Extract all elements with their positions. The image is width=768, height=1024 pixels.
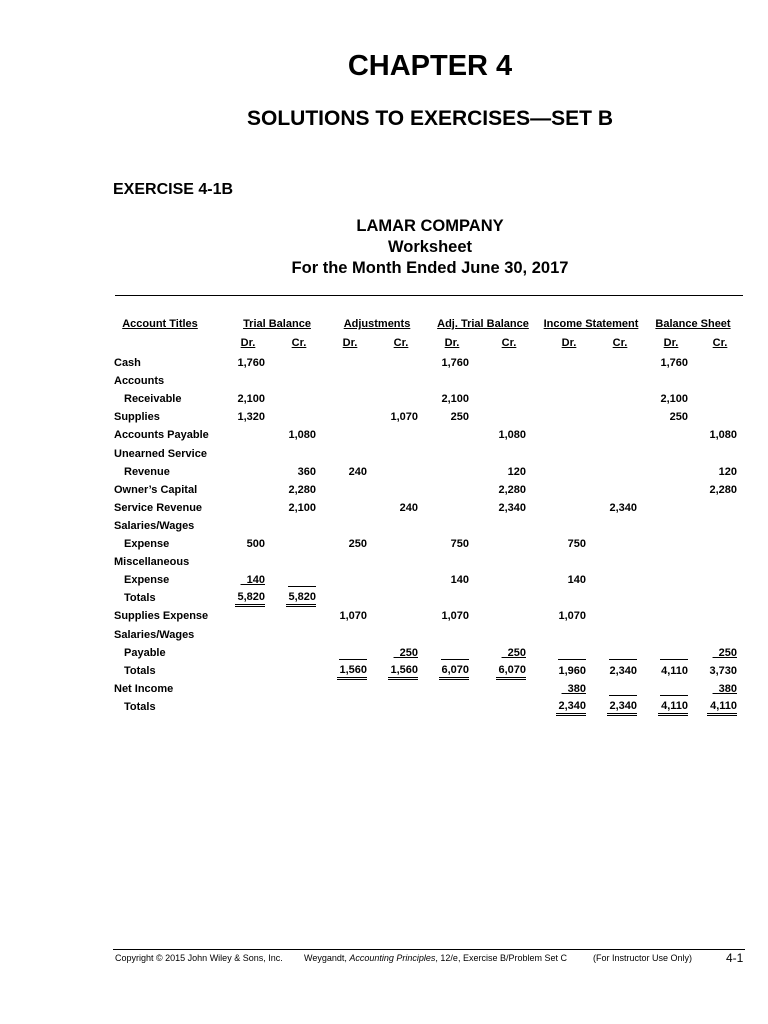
amount-bs-dr: 4,110 (658, 700, 688, 716)
amount-is-dr: 750 (567, 538, 586, 550)
amount-tb-cr: 2,280 (288, 483, 316, 496)
amount-atb-dr: 1,760 (441, 357, 469, 369)
amount-bs-dr: 1,760 (660, 357, 688, 369)
amount-atb-cr: 2,280 (498, 483, 526, 496)
account-title: Salaries/Wages (114, 519, 195, 532)
amount-is-cr: 2,340 (609, 501, 637, 514)
account-title: Revenue (124, 465, 170, 478)
account-title: Expense (124, 538, 170, 550)
amount-tb-dr: 5,820 (235, 591, 265, 607)
account-title: Net Income (114, 682, 174, 695)
blank-rule (558, 659, 586, 660)
amount-bs-dr: 250 (669, 411, 688, 424)
amount-bs-cr: 2,280 (709, 483, 737, 496)
header-balance-sheet: Balance Sheet (655, 318, 731, 330)
amount-is-dr: 380 (561, 682, 586, 695)
amount-atb-dr: 6,070 (439, 664, 469, 680)
company-name: LAMAR COMPANY (356, 217, 504, 235)
account-title: Payable (124, 646, 166, 659)
header-adj-cr: Cr. (393, 337, 409, 349)
account-title: Totals (124, 700, 156, 713)
amount-adj-dr: 1,070 (339, 610, 367, 623)
amount-bs-cr: 380 (712, 682, 737, 695)
amount-adj-cr: 1,070 (390, 411, 418, 424)
account-title: Receivable (124, 393, 182, 406)
amount-adj-cr: 1,560 (388, 664, 418, 680)
amount-bs-cr: 3,730 (709, 664, 737, 677)
header-bs-cr: Cr. (712, 337, 728, 349)
header-income-statement: Income Statement (543, 318, 639, 330)
header-bs-dr: Dr. (663, 337, 679, 349)
amount-bs-cr: 120 (718, 465, 737, 478)
header-trial-balance: Trial Balance (243, 318, 311, 330)
header-adj-dr: Dr. (342, 337, 358, 349)
footer-author: Weygandt, (304, 953, 350, 963)
amount-tb-dr: 1,320 (237, 411, 265, 424)
amount-bs-cr: 1,080 (709, 429, 737, 442)
header-is-cr: Cr. (612, 337, 628, 349)
chapter-title: CHAPTER 4 (347, 50, 513, 82)
report-name: Worksheet (387, 238, 473, 256)
account-title: Salaries/Wages (114, 628, 195, 641)
header-adj-trial-balance: Adj. Trial Balance (437, 318, 529, 330)
footer-citation (304, 953, 567, 963)
amount-is-dr: 2,340 (556, 700, 586, 716)
footer-rule (113, 949, 745, 950)
amount-atb-cr: 120 (507, 465, 526, 478)
amount-atb-dr: 2,100 (441, 393, 469, 406)
header-tb-cr: Cr. (291, 337, 307, 349)
amount-tb-dr: 500 (246, 538, 265, 550)
section-subtitle: SOLUTIONS TO EXERCISES—SET B (246, 107, 613, 130)
amount-adj-cr: 250 (393, 646, 418, 659)
account-title: Supplies (114, 411, 160, 424)
amount-atb-cr: 2,340 (498, 501, 526, 514)
header-account-titles: Account Titles (122, 318, 198, 330)
account-title: Totals (124, 664, 156, 677)
blank-rule (609, 695, 637, 696)
page-number: 4-1 (726, 951, 744, 965)
amount-bs-cr: 250 (712, 646, 737, 659)
amount-tb-cr: 5,820 (286, 591, 316, 607)
amount-atb-dr: 250 (450, 411, 469, 424)
amount-tb-dr: 1,760 (237, 357, 265, 369)
header-rule (115, 295, 743, 296)
account-title: Owner’s Capital (114, 483, 198, 496)
account-title: Miscellaneous (114, 556, 190, 569)
account-title: Cash (114, 357, 141, 369)
amount-atb-dr: 140 (450, 574, 469, 587)
account-title: Expense (124, 574, 170, 587)
blank-rule (288, 586, 316, 587)
amount-is-dr: 140 (567, 574, 586, 587)
header-adjustments: Adjustments (343, 318, 411, 330)
account-title: Totals (124, 592, 156, 605)
report-period: For the Month Ended June 30, 2017 (291, 259, 569, 277)
account-title: Accounts Payable (114, 429, 209, 442)
amount-is-cr: 2,340 (609, 664, 637, 677)
amount-bs-dr: 2,100 (660, 393, 688, 406)
amount-atb-dr: 750 (450, 538, 469, 550)
exercise-heading: EXERCISE 4-1B (113, 181, 234, 198)
footer-book-title: Accounting Principles (349, 953, 436, 963)
amount-adj-cr: 240 (399, 501, 418, 514)
header-atb-dr: Dr. (444, 337, 460, 349)
amount-atb-dr: 1,070 (441, 610, 469, 623)
amount-atb-cr: 1,080 (498, 429, 526, 442)
account-title: Accounts (114, 375, 165, 388)
account-title: Service Revenue (114, 501, 203, 514)
amount-atb-cr: 6,070 (496, 664, 526, 680)
header-tb-dr: Dr. (240, 337, 256, 349)
amount-adj-dr: 250 (348, 538, 367, 550)
amount-bs-dr: 4,110 (661, 664, 688, 677)
header-is-dr: Dr. (561, 337, 577, 349)
blank-rule (441, 659, 469, 660)
amount-tb-dr: 2,100 (237, 393, 265, 406)
amount-is-cr: 2,340 (607, 700, 637, 716)
amount-atb-cr: 250 (501, 646, 526, 659)
amount-tb-cr: 2,100 (288, 501, 316, 514)
footer-copyright: Copyright © 2015 John Wiley & Sons, Inc. (115, 953, 283, 963)
amount-is-dr: 1,070 (558, 610, 586, 623)
blank-rule (609, 659, 637, 660)
account-title: Unearned Service (114, 447, 207, 460)
footer-note: (For Instructor Use Only) (593, 953, 693, 963)
amount-adj-dr: 1,560 (337, 664, 367, 680)
amount-adj-dr: 240 (348, 465, 367, 478)
amount-tb-cr: 1,080 (288, 429, 316, 442)
amount-tb-cr: 360 (297, 465, 316, 478)
amount-is-dr: 1,960 (558, 664, 586, 677)
header-atb-cr: Cr. (501, 337, 517, 349)
amount-bs-cr: 4,110 (707, 700, 737, 716)
account-title: Supplies Expense (114, 610, 209, 623)
amount-tb-dr: 140 (240, 574, 265, 587)
footer-edition: , 12/e, Exercise B/Problem Set C (435, 953, 567, 963)
